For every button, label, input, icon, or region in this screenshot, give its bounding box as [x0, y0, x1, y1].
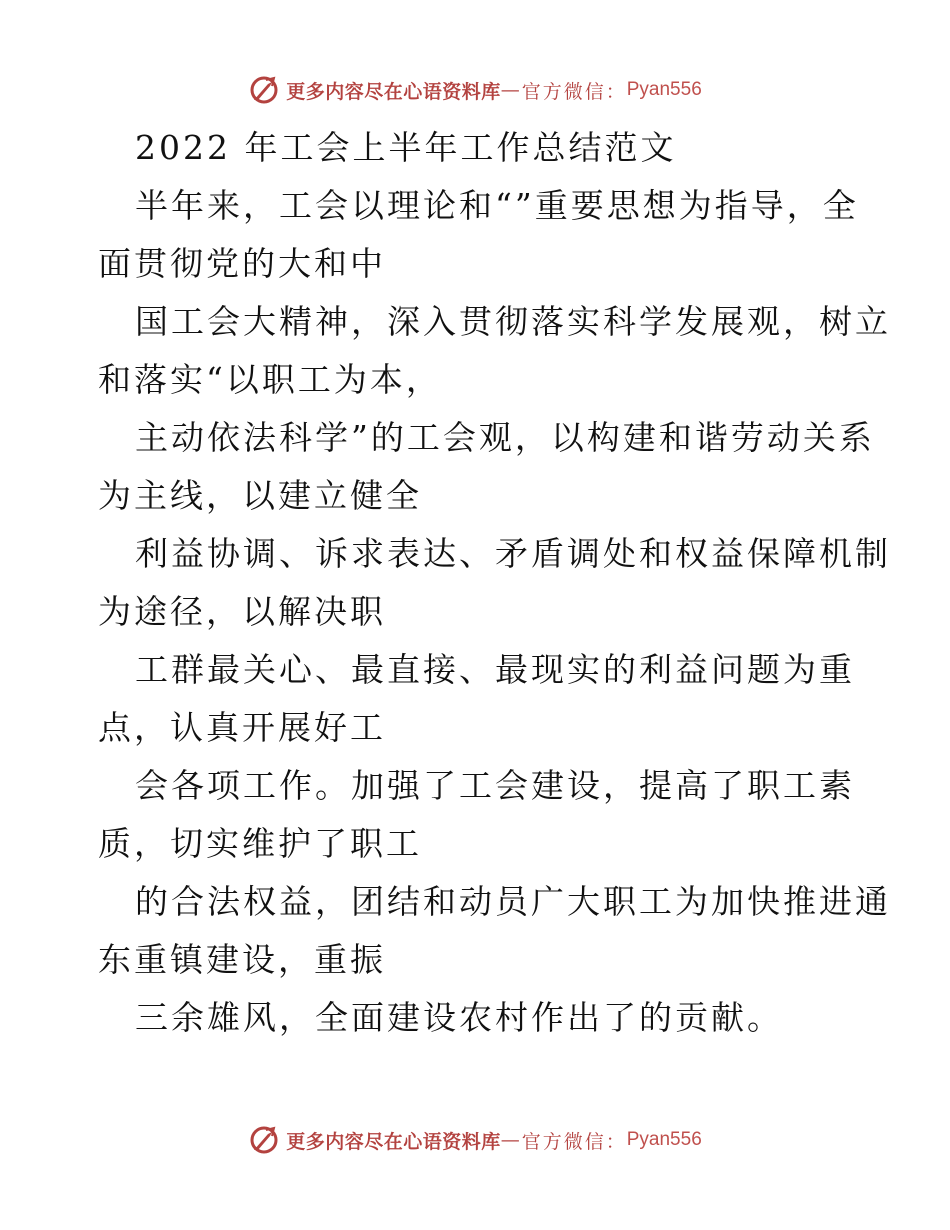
paragraph-line: 工群最关心、最直接、最现实的利益问题为重	[135, 650, 855, 689]
paragraph-line: 会各项工作。加强了工会建设，提高了职工素	[135, 766, 855, 805]
paragraph-line: 面贯彻党的大和中	[98, 244, 386, 283]
banner-sub-text: 官方微信：	[521, 80, 627, 103]
paragraph-line: 和落实“以职工为本，	[98, 360, 442, 399]
banner-wechat-id: Pyan556	[626, 79, 702, 100]
header-banner	[0, 70, 950, 110]
paragraph-line: 质，切实维护了职工	[98, 824, 422, 863]
paragraph-line: 利益协调、诉求表达、矛盾调处和权益保障机制	[135, 534, 891, 573]
paragraph-line: 的合法权益，团结和动员广大职工为加快推进通	[135, 882, 891, 921]
paragraph-line: 点，认真开展好工	[98, 708, 386, 747]
banner-dash: —	[500, 79, 522, 101]
banner-dash: —	[500, 1129, 522, 1151]
banner-sub-text: 官方微信：	[521, 1130, 627, 1153]
quill-logo-icon	[248, 1124, 280, 1156]
banner-main-text: 更多内容尽在心语资料库	[286, 1130, 501, 1153]
quill-logo-icon	[248, 74, 280, 106]
banner-wechat-id: Pyan556	[626, 1129, 702, 1150]
paragraph-line: 三余雄风，全面建设农村作出了的贡献。	[135, 998, 783, 1037]
paragraph-line: 东重镇建设，重振	[98, 940, 386, 979]
paragraph-line: 国工会大精神，深入贯彻落实科学发展观，树立	[135, 302, 891, 341]
paragraph-line: 半年来，工会以理论和“”重要思想为指导，全	[135, 186, 859, 225]
paragraph-line: 为途径，以解决职	[98, 592, 386, 631]
document-title: 2022 年工会上半年工作总结范文	[135, 128, 677, 167]
banner-main-text: 更多内容尽在心语资料库	[286, 80, 501, 103]
paragraph-line: 为主线，以建立健全	[98, 476, 422, 515]
paragraph-line: 主动依法科学”的工会观，以构建和谐劳动关系	[135, 418, 875, 457]
footer-banner	[0, 1120, 950, 1160]
